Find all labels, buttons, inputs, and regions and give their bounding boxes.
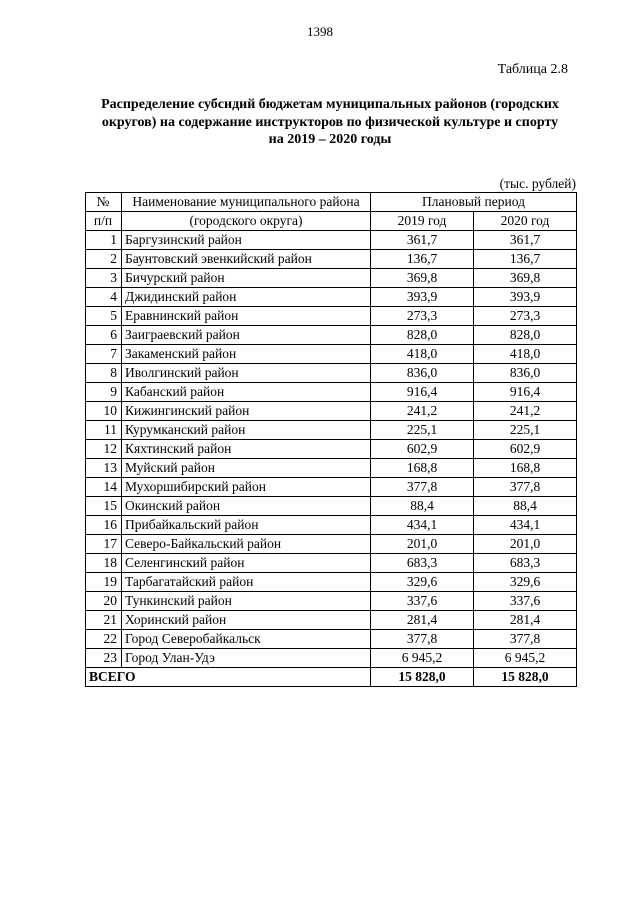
- table-row: [86, 269, 577, 288]
- table-row: [86, 231, 577, 250]
- value-2019: 418,0: [371, 345, 474, 364]
- header-year-2019: 2019 год: [371, 212, 474, 231]
- header-name-line2: (городского округа): [122, 212, 371, 231]
- value-2019: 281,4: [371, 611, 474, 630]
- row-number: 20: [86, 592, 122, 611]
- total-row: [86, 668, 577, 687]
- district-name: Джидинский район: [122, 288, 371, 307]
- table-row: [86, 592, 577, 611]
- district-name: Еравнинский район: [122, 307, 371, 326]
- value-2020: 916,4: [474, 383, 577, 402]
- value-2020: 337,6: [474, 592, 577, 611]
- district-name: Северо-Байкальский район: [122, 535, 371, 554]
- row-number: 7: [86, 345, 122, 364]
- district-name: Город Северобайкальск: [122, 630, 371, 649]
- value-2019: 273,3: [371, 307, 474, 326]
- district-name: Мухоршибирский район: [122, 478, 371, 497]
- table-row: [86, 516, 577, 535]
- value-2020: 369,8: [474, 269, 577, 288]
- district-name: Тункинский район: [122, 592, 371, 611]
- table-row: [86, 497, 577, 516]
- table-row: [86, 383, 577, 402]
- units-note: (тыс. рублей): [499, 176, 576, 191]
- row-number: 18: [86, 554, 122, 573]
- value-2020: 88,4: [474, 497, 577, 516]
- table-row: [86, 554, 577, 573]
- value-2019: 241,2: [371, 402, 474, 421]
- value-2020: 168,8: [474, 459, 577, 478]
- row-number: 16: [86, 516, 122, 535]
- value-2019: 168,8: [371, 459, 474, 478]
- table-row: [86, 535, 577, 554]
- value-2019: 88,4: [371, 497, 474, 516]
- row-number: 12: [86, 440, 122, 459]
- district-name: Окинский район: [122, 497, 371, 516]
- table-row: [86, 326, 577, 345]
- district-name: Баргузинский район: [122, 231, 371, 250]
- value-2020: 418,0: [474, 345, 577, 364]
- value-2019: 329,6: [371, 573, 474, 592]
- header-row: [86, 193, 577, 212]
- district-name: Тарбагатайский район: [122, 573, 371, 592]
- value-2020: 377,8: [474, 478, 577, 497]
- table-row: [86, 288, 577, 307]
- header-num-line1: №: [86, 193, 122, 212]
- table-row: [86, 649, 577, 668]
- district-name: Бичурский район: [122, 269, 371, 288]
- table-row: [86, 345, 577, 364]
- district-name: Кабанский район: [122, 383, 371, 402]
- district-name: Закаменский район: [122, 345, 371, 364]
- value-2019: 6 945,2: [371, 649, 474, 668]
- table-row: [86, 364, 577, 383]
- header-num-line2: п/п: [86, 212, 122, 231]
- district-name: Кяхтинский район: [122, 440, 371, 459]
- value-2019: 683,3: [371, 554, 474, 573]
- row-number: 23: [86, 649, 122, 668]
- value-2019: 836,0: [371, 364, 474, 383]
- district-name: Хоринский район: [122, 611, 371, 630]
- value-2020: 361,7: [474, 231, 577, 250]
- value-2020: 828,0: [474, 326, 577, 345]
- district-name: Кижингинский район: [122, 402, 371, 421]
- value-2020: 434,1: [474, 516, 577, 535]
- table-row: [86, 250, 577, 269]
- row-number: 15: [86, 497, 122, 516]
- value-2019: 337,6: [371, 592, 474, 611]
- district-name: Иволгинский район: [122, 364, 371, 383]
- value-2019: 393,9: [371, 288, 474, 307]
- value-2019: 828,0: [371, 326, 474, 345]
- row-number: 10: [86, 402, 122, 421]
- header-name-line1: Наименование муниципального района: [122, 193, 371, 212]
- row-number: 8: [86, 364, 122, 383]
- row-number: 14: [86, 478, 122, 497]
- page-number: 1398: [307, 24, 333, 39]
- value-2020: 281,4: [474, 611, 577, 630]
- title-line: Распределение субсидий бюджетам муниципальных районов (городских: [101, 97, 559, 112]
- table-label: Таблица 2.8: [497, 62, 568, 77]
- value-2020: 329,6: [474, 573, 577, 592]
- row-number: 9: [86, 383, 122, 402]
- value-2019: 201,0: [371, 535, 474, 554]
- header-year-2020: 2020 год: [474, 212, 577, 231]
- row-number: 5: [86, 307, 122, 326]
- header-row: [86, 212, 577, 231]
- district-name: Прибайкальский район: [122, 516, 371, 535]
- total-2019: 15 828,0: [371, 668, 474, 687]
- row-number: 21: [86, 611, 122, 630]
- value-2020: 136,7: [474, 250, 577, 269]
- row-number: 11: [86, 421, 122, 440]
- value-2020: 225,1: [474, 421, 577, 440]
- value-2019: 369,8: [371, 269, 474, 288]
- district-name: Селенгинский район: [122, 554, 371, 573]
- value-2019: 377,8: [371, 630, 474, 649]
- value-2020: 683,3: [474, 554, 577, 573]
- district-name: Курумканский район: [122, 421, 371, 440]
- row-number: 19: [86, 573, 122, 592]
- value-2020: 201,0: [474, 535, 577, 554]
- title-line: на 2019 – 2020 годы: [268, 132, 392, 147]
- row-number: 22: [86, 630, 122, 649]
- table-row: [86, 611, 577, 630]
- value-2020: 602,9: [474, 440, 577, 459]
- district-name: Город Улан-Удэ: [122, 649, 371, 668]
- district-name: Муйский район: [122, 459, 371, 478]
- total-label: ВСЕГО: [86, 668, 371, 687]
- row-number: 17: [86, 535, 122, 554]
- district-name: Баунтовский эвенкийский район: [122, 250, 371, 269]
- value-2019: 361,7: [371, 231, 474, 250]
- value-2020: 377,8: [474, 630, 577, 649]
- district-name: Заиграевский район: [122, 326, 371, 345]
- value-2019: 225,1: [371, 421, 474, 440]
- document-title: [80, 96, 580, 149]
- header-period: Плановый период: [371, 193, 577, 212]
- row-number: 1: [86, 231, 122, 250]
- value-2019: 434,1: [371, 516, 474, 535]
- table-row: [86, 402, 577, 421]
- total-2020: 15 828,0: [474, 668, 577, 687]
- table-row: [86, 440, 577, 459]
- row-number: 6: [86, 326, 122, 345]
- value-2020: 393,9: [474, 288, 577, 307]
- value-2019: 136,7: [371, 250, 474, 269]
- value-2020: 273,3: [474, 307, 577, 326]
- value-2019: 916,4: [371, 383, 474, 402]
- title-line: округов) на содержание инструкторов по физической культуре и спорту: [101, 114, 559, 130]
- table-row: [86, 459, 577, 478]
- value-2019: 377,8: [371, 478, 474, 497]
- table-row: [86, 478, 577, 497]
- row-number: 4: [86, 288, 122, 307]
- table-row: [86, 307, 577, 326]
- row-number: 2: [86, 250, 122, 269]
- value-2019: 602,9: [371, 440, 474, 459]
- table-row: [86, 630, 577, 649]
- value-2020: 836,0: [474, 364, 577, 383]
- table-body: [86, 231, 577, 668]
- value-2020: 6 945,2: [474, 649, 577, 668]
- value-2020: 241,2: [474, 402, 577, 421]
- row-number: 3: [86, 269, 122, 288]
- table-row: [86, 421, 577, 440]
- row-number: 13: [86, 459, 122, 478]
- subsidy-table: [85, 192, 577, 687]
- table-row: [86, 573, 577, 592]
